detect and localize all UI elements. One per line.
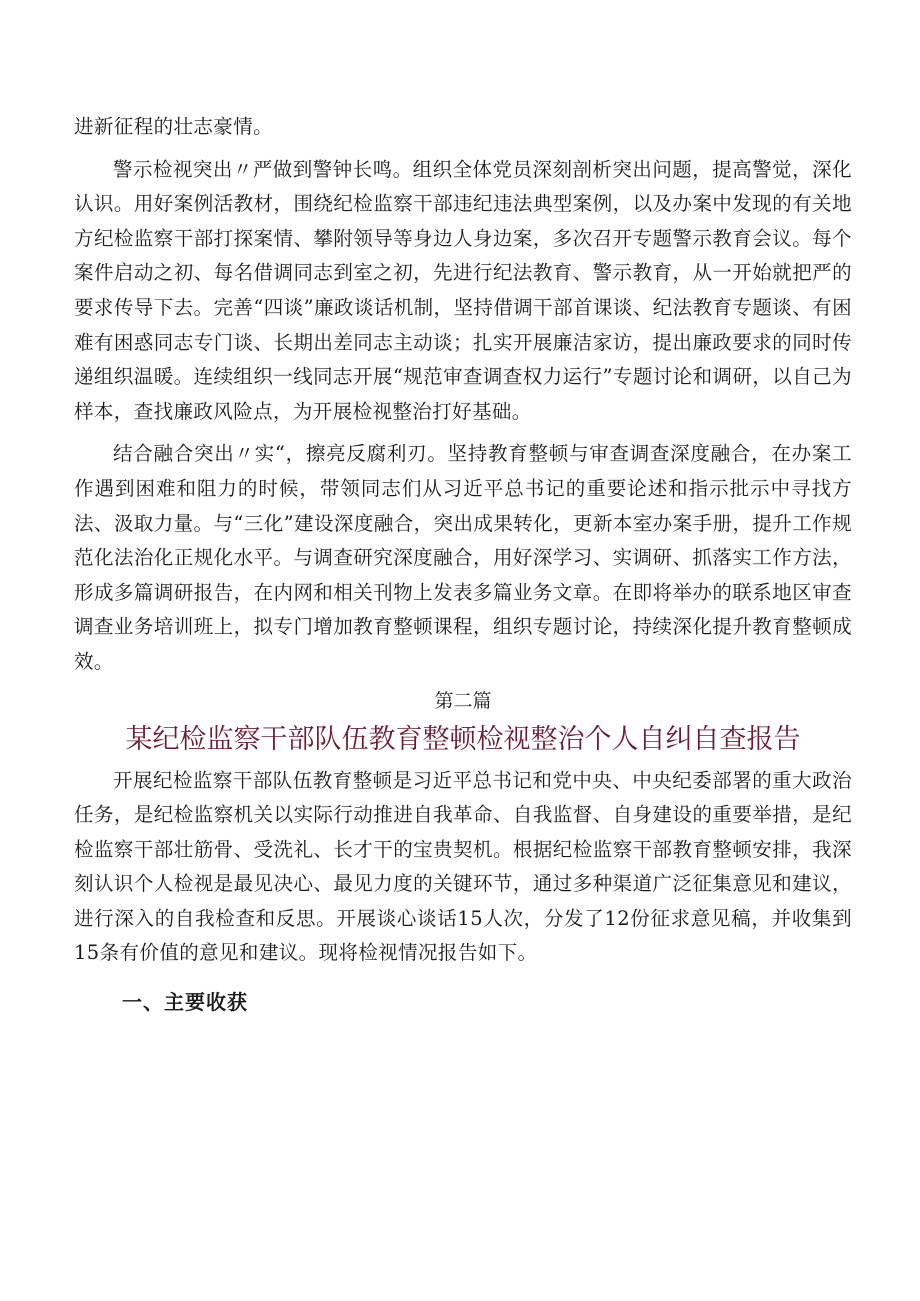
paragraph-warning-review: 警示检视突出〃严做到警钟长鸣。组织全体党员深刻剖析突出问题，提高警觉，深化认识。用好案例活教材，围绕纪检监察干部违纪违法典型案例，以及办案中发现的有关地方纪检监察干部打探案情、攀附领导等身边人身边案，多次召开专题警示教育会议。每个案件启动之初、每名借调同志到室之初，先进行纪法教育、警示教育，从一开始就把严的要求传导下去。完善“四谈”廉政谈话机制，坚持借调干部首课谈、纪法教育专题谈、有困难有困惑同志专门谈、长期出差同志主动谈；扎实开展廉洁家访，提出廉政要求的同时传递组织温暖。连续组织一线同志开展“规范审查调查权力运行”专题讨论和调研，以自己为样本，查找廉政风险点，为开展检视整治打好基础。 [74,157,852,423]
paragraph-integration: 结合融合突出〃实“，擦亮反腐利刃。坚持教育整顿与审查调查深度融合，在办案工作遇到困难和阻力的时候，带领同志们从习近平总书记的重要论述和指示批示中寻找方法、汲取力量。与“三化”建设深度融合，突出成果转化，更新本室办案手册，提升工作规范化法治化正规化水平。与调查研究深度融合，用好深学习、实调研、抓落实工作方法，形成多篇调研报告，在内网和相关刊物上发表多篇业务文章。在即将举办的联系地区审查调查业务培训班上，拟专门增加教育整顿课程，组织专题讨论，持续深化提升教育整顿成效。 [74,442,852,673]
section-heading: 一、主要收获 [122,990,248,1015]
chapter-label: 第二篇 [434,689,492,712]
paragraph-introduction: 开展纪检监察干部队伍教育整顿是习近平总书记和党中央、中央纪委部署的重大政治任务，是纪检监察机关以实际行动推进自我革命、自我监督、自身建设的重要举措，是纪检监察干部壮筋骨、受洗礼、长才干的宝贵契机。根据纪检监察干部教育整顿安排，我深刻认识个人检视是最见决心、最见力度的关键环节，通过多种渠道广泛征集意见和建议，进行深入的自我检查和反思。开展谈心谈话15人次，分发了12份征求意见稿，并收集到15条有价值的意见和建议。现将检视情况报告如下。 [74,768,852,965]
document-title: 某纪检监察干部队伍教育整顿检视整治个人自纠自查报告 [125,723,801,755]
paragraph-closing-line: 进新征程的壮志豪情。 [74,115,274,138]
